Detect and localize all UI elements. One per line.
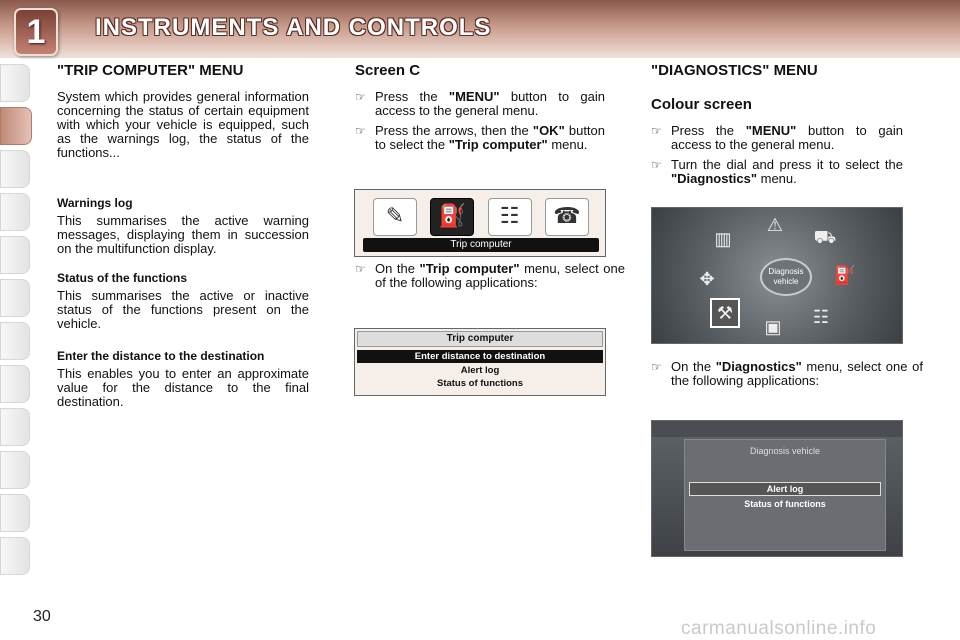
chapter-title: INSTRUMENTS AND CONTROLS [95, 14, 492, 41]
status-bar [652, 421, 902, 437]
chapter-tab [0, 365, 30, 403]
watermark: carmanualsonline.info [681, 618, 877, 639]
pointing-hand-icon: ☞ [355, 124, 366, 138]
chapter-tab [0, 279, 30, 317]
tools-icon: ⚒ [710, 298, 740, 328]
fuel-pump-icon: ⛽ [430, 198, 474, 236]
menu-item: Status of functions [744, 499, 826, 509]
menu-icons-row [373, 198, 589, 234]
chapter-tab [0, 150, 30, 188]
settings-sliders-icon: ☷ [812, 307, 830, 327]
instruction-item: ☞ Press the "MENU" button to gain access to the general menu. [651, 123, 903, 152]
status-functions-title: Status of the functions [57, 271, 187, 285]
screen-c-heading: Screen C [355, 62, 421, 79]
screen-c-column [355, 62, 625, 290]
chapter-tab [0, 494, 30, 532]
menu-title: Trip computer [357, 331, 603, 347]
warnings-log-section [57, 196, 309, 256]
chapter-tab [0, 408, 30, 446]
enter-distance-title: Enter the distance to the destination [57, 349, 265, 363]
compass-icon: ✥ [699, 269, 715, 289]
menu-item: Status of functions [436, 378, 524, 389]
menu-item-selected: Alert log [689, 482, 881, 496]
chapter-tab-active [0, 107, 32, 145]
diagnosis-vehicle-illustration [651, 420, 903, 557]
status-functions-text: This summarises the active or inactive status of the functions present on the vehicle. [57, 288, 309, 331]
instruction-item: ☞ Press the "MENU" button to gain access to the general menu. [355, 89, 606, 118]
chapter-tab [0, 193, 30, 231]
colour-screen-heading: Colour screen [651, 96, 752, 113]
enter-distance-text: This enables you to enter an approximate value for the distance to the final destination. [57, 366, 309, 409]
trip-computer-heading: "TRIP COMPUTER" MENU [57, 62, 244, 79]
pointing-hand-icon: ☞ [355, 90, 366, 104]
trip-computer-menu-illustration [354, 328, 606, 396]
chapter-tabs [0, 64, 32, 580]
warnings-log-title: Warnings log [57, 196, 133, 210]
screen-label: Trip computer [363, 238, 599, 252]
navigation-icon: ✎ [373, 198, 417, 236]
menu-item-selected: Enter distance to destination [357, 350, 603, 363]
dial-center-label: Diagnosis vehicle [760, 258, 812, 296]
settings-sliders-icon: ☷ [488, 198, 532, 236]
telephone-icon: ☎ [545, 198, 589, 236]
enter-distance-section [57, 349, 309, 409]
diagnosis-panel [684, 439, 886, 551]
diagnostics-dial-illustration [651, 207, 903, 344]
warning-triangle-icon: ⚠ [766, 215, 784, 235]
chapter-tab [0, 451, 30, 489]
chapter-number: 1 [26, 13, 46, 51]
page-number: 30 [33, 608, 51, 625]
instruction-item: ☞ On the "Diagnostics" menu, select one of the following applications: [651, 359, 923, 388]
trip-computer-intro: System which provides general information concerning the status of certain equipment with which your vehicle is equipped, such as the warnings log, the status of the functions... [57, 89, 309, 160]
instruction-item: ☞ Press the arrows, then the "OK" button to select the "Trip computer" menu. [355, 123, 605, 152]
chapter-tab [0, 537, 30, 575]
panel-title: Diagnosis vehicle [749, 446, 821, 456]
fuel-pump-icon: ⛽ [833, 265, 857, 285]
pointing-hand-icon: ☞ [651, 158, 662, 172]
instruction-item: ☞ Turn the dial and press it to select the "Diagnostics" menu. [651, 157, 903, 186]
chapter-tab [0, 64, 30, 102]
instruction-item: ☞ On the "Trip computer" menu, select one of the following applications: [355, 261, 625, 290]
pointing-hand-icon: ☞ [651, 124, 662, 138]
pointing-hand-icon: ☞ [651, 360, 662, 374]
books-icon: ▥ [714, 229, 732, 249]
car-icon: ⛟ [813, 227, 837, 247]
box-icon: ▣ [764, 317, 782, 337]
warnings-log-text: This summarises the active warning messages, displaying them in succession on the multifunction display. [57, 213, 309, 256]
page-header [0, 0, 960, 58]
chapter-badge [14, 8, 58, 56]
screen-c-illustration [354, 189, 606, 257]
diagnostics-heading: "DIAGNOSTICS" MENU [651, 62, 818, 79]
status-functions-section [57, 271, 309, 331]
chapter-tab [0, 322, 30, 360]
trip-computer-column [57, 62, 309, 409]
menu-item: Alert log [460, 365, 500, 376]
chapter-tab [0, 236, 30, 274]
pointing-hand-icon: ☞ [355, 262, 366, 276]
